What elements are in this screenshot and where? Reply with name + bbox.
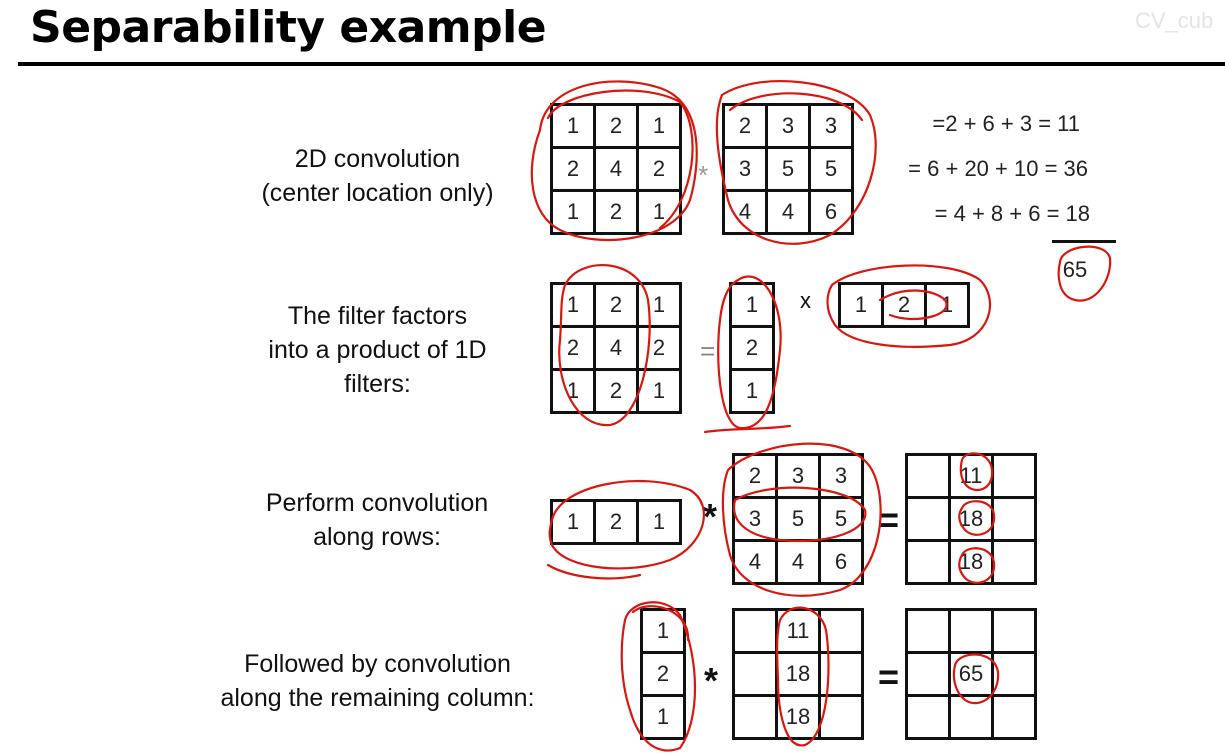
rows-image-matrix-cell: 5 bbox=[821, 499, 864, 542]
factor-filter-matrix-cell: 1 bbox=[553, 371, 596, 414]
rows-result-matrix-cell bbox=[994, 456, 1037, 499]
col-column-filter bbox=[640, 608, 686, 740]
col-result-matrix-cell bbox=[994, 697, 1037, 740]
conv2d-row-sum-3: = 4 + 8 + 6 = 18 bbox=[934, 201, 1090, 226]
col-convolve-operator: * bbox=[704, 660, 719, 701]
rows-image-matrix-cell: 3 bbox=[821, 456, 864, 499]
rows-image-matrix-cell: 3 bbox=[778, 456, 821, 499]
factor-filter-matrix-cell: 2 bbox=[639, 328, 682, 371]
col-input-matrix-cell bbox=[821, 697, 864, 740]
factor-filter-matrix bbox=[550, 282, 682, 414]
slide-title: Separability example bbox=[30, 2, 547, 53]
col-label-line1: Followed by convolution bbox=[244, 650, 511, 678]
rows-image-matrix-cell: 3 bbox=[735, 499, 778, 542]
col-result-matrix-cell bbox=[908, 611, 951, 654]
rows-image-matrix bbox=[732, 453, 864, 585]
factor-filter-matrix-cell: 2 bbox=[596, 371, 639, 414]
col-input-matrix-cell: 18 bbox=[778, 654, 821, 697]
col-column-filter-cell: 1 bbox=[643, 697, 686, 740]
col-result-matrix-cell bbox=[994, 611, 1037, 654]
conv2d-filter-matrix bbox=[550, 103, 682, 235]
factor-row-filter-cell: 1 bbox=[841, 285, 884, 328]
conv2d-row-sum-1: =2 + 6 + 3 = 11 bbox=[932, 111, 1080, 136]
col-input-matrix-cell bbox=[821, 654, 864, 697]
col-label bbox=[190, 647, 565, 715]
factor-times-operator: x bbox=[800, 288, 811, 313]
conv2d-filter-matrix-cell: 2 bbox=[596, 192, 639, 235]
watermark: CV_cub bbox=[1135, 8, 1214, 33]
col-input-matrix-cell bbox=[735, 654, 778, 697]
conv2d-image-matrix-cell: 2 bbox=[725, 106, 768, 149]
rows-row-filter-cell: 2 bbox=[596, 502, 639, 545]
ink-tail-rows-filter bbox=[548, 565, 640, 578]
rows-result-matrix bbox=[905, 453, 1037, 585]
conv2d-image-matrix-cell: 3 bbox=[811, 106, 854, 149]
factor-label-line3: filters: bbox=[344, 370, 411, 398]
col-input-matrix-cell bbox=[821, 611, 864, 654]
rows-row-filter bbox=[550, 499, 682, 545]
conv2d-filter-matrix-cell: 2 bbox=[553, 149, 596, 192]
factor-label bbox=[235, 299, 520, 401]
rows-result-matrix-cell bbox=[908, 499, 951, 542]
conv2d-filter-matrix-cell: 2 bbox=[596, 106, 639, 149]
col-result-matrix-cell bbox=[994, 654, 1037, 697]
factor-column-filter-cell: 1 bbox=[732, 371, 775, 414]
col-result-matrix-cell bbox=[908, 697, 951, 740]
col-column-filter-cell: 2 bbox=[643, 654, 686, 697]
conv2d-total: 65 bbox=[1062, 257, 1088, 282]
conv2d-image-matrix-cell: 5 bbox=[768, 149, 811, 192]
conv2d-label-line2: (center location only) bbox=[261, 179, 494, 207]
rows-image-matrix-cell: 4 bbox=[778, 542, 821, 585]
conv2d-image-matrix-cell: 6 bbox=[811, 192, 854, 235]
col-result-matrix bbox=[905, 608, 1037, 740]
ink-tail-factor-column bbox=[705, 426, 790, 432]
conv2d-image-matrix-cell: 5 bbox=[811, 149, 854, 192]
factor-column-filter-cell: 1 bbox=[732, 285, 775, 328]
col-input-matrix-cell bbox=[735, 611, 778, 654]
conv2d-filter-matrix-cell: 2 bbox=[639, 149, 682, 192]
conv2d-filter-matrix-cell: 4 bbox=[596, 149, 639, 192]
col-column-filter-cell: 1 bbox=[643, 611, 686, 654]
conv2d-image-matrix-cell: 3 bbox=[725, 149, 768, 192]
rows-convolve-operator: * bbox=[703, 496, 718, 537]
conv2d-image-matrix-cell: 4 bbox=[768, 192, 811, 235]
rows-result-matrix-cell bbox=[994, 499, 1037, 542]
conv2d-filter-matrix-cell: 1 bbox=[553, 106, 596, 149]
rows-equals-operator: = bbox=[878, 499, 900, 540]
rows-result-matrix-cell bbox=[908, 542, 951, 585]
conv2d-image-matrix bbox=[722, 103, 854, 235]
factor-filter-matrix-cell: 1 bbox=[639, 285, 682, 328]
factor-row-filter-cell: 2 bbox=[884, 285, 927, 328]
factor-equals-operator: = bbox=[700, 336, 716, 366]
factor-filter-matrix-cell: 1 bbox=[639, 371, 682, 414]
col-result-matrix-cell: 65 bbox=[951, 654, 994, 697]
rows-result-matrix-cell: 18 bbox=[951, 499, 994, 542]
rows-row-filter-cell: 1 bbox=[639, 502, 682, 545]
rows-image-matrix-cell: 5 bbox=[778, 499, 821, 542]
col-equals-operator: = bbox=[878, 656, 900, 697]
conv2d-image-matrix-cell: 3 bbox=[768, 106, 811, 149]
rows-image-matrix-cell: 6 bbox=[821, 542, 864, 585]
title-rule bbox=[18, 62, 1225, 66]
rows-result-matrix-cell: 18 bbox=[951, 542, 994, 585]
conv2d-image-matrix-cell: 4 bbox=[725, 192, 768, 235]
conv2d-convolve-operator: * bbox=[698, 160, 709, 190]
rows-row-filter-cell: 1 bbox=[553, 502, 596, 545]
rows-label bbox=[232, 486, 522, 554]
factor-row-filter bbox=[838, 282, 970, 328]
sum-divider-line bbox=[1052, 240, 1116, 243]
col-input-matrix bbox=[732, 608, 864, 740]
factor-column-filter-cell: 2 bbox=[732, 328, 775, 371]
conv2d-row-sum-2: = 6 + 20 + 10 = 36 bbox=[908, 156, 1088, 181]
rows-result-matrix-cell bbox=[908, 456, 951, 499]
col-result-matrix-cell bbox=[951, 697, 994, 740]
col-result-matrix-cell bbox=[908, 654, 951, 697]
factor-row-filter-cell: 1 bbox=[927, 285, 970, 328]
col-input-matrix-cell bbox=[735, 697, 778, 740]
factor-label-line2: into a product of 1D bbox=[268, 336, 487, 364]
conv2d-label-line1: 2D convolution bbox=[294, 145, 461, 173]
factor-filter-matrix-cell: 2 bbox=[553, 328, 596, 371]
rows-label-line1: Perform convolution bbox=[265, 489, 489, 517]
rows-label-line2: along rows: bbox=[313, 523, 441, 551]
col-label-line2: along the remaining column: bbox=[220, 684, 535, 712]
col-input-matrix-cell: 11 bbox=[778, 611, 821, 654]
col-input-matrix-cell: 18 bbox=[778, 697, 821, 740]
factor-label-line1: The filter factors bbox=[287, 302, 468, 330]
conv2d-filter-matrix-cell: 1 bbox=[639, 192, 682, 235]
factor-column-filter bbox=[729, 282, 775, 414]
factor-filter-matrix-cell: 1 bbox=[553, 285, 596, 328]
rows-result-matrix-cell: 11 bbox=[951, 456, 994, 499]
rows-image-matrix-cell: 4 bbox=[735, 542, 778, 585]
conv2d-label bbox=[230, 142, 525, 210]
factor-filter-matrix-cell: 4 bbox=[596, 328, 639, 371]
rows-result-matrix-cell bbox=[994, 542, 1037, 585]
col-result-matrix-cell bbox=[951, 611, 994, 654]
rows-image-matrix-cell: 2 bbox=[735, 456, 778, 499]
conv2d-filter-matrix-cell: 1 bbox=[553, 192, 596, 235]
factor-filter-matrix-cell: 2 bbox=[596, 285, 639, 328]
conv2d-filter-matrix-cell: 1 bbox=[639, 106, 682, 149]
